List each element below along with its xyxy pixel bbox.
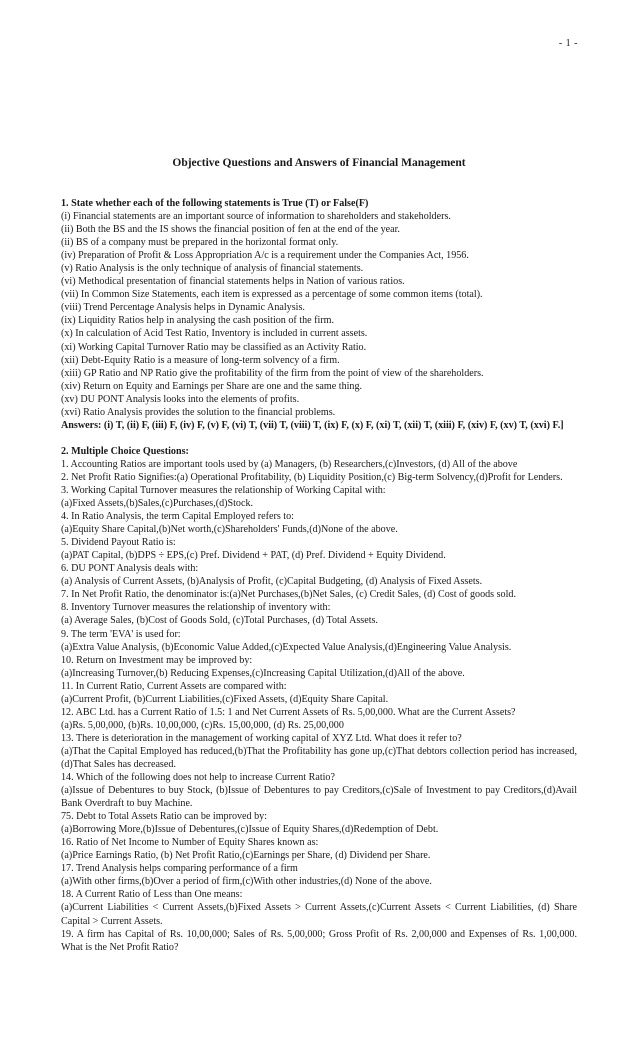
answer-options: (a)Current Profit, (b)Current Liabilities,(c)Fixed Assets, (d)Equity Share Capital. [61,693,389,705]
statement-item: (xi) Working Capital Turnover Ratio may be classified as an Activity Ratio. [61,341,367,353]
statement-item: (xv) DU PONT Analysis looks into the elements of profits. [61,393,300,405]
mcq-item [61,928,577,954]
question-text: 13. There is deterioration in the management of working capital of XYZ Ltd. What does it refer to? [61,732,462,744]
answer-options: (a)Equity Share Capital,(b)Net worth,(c)Shareholders' Funds,(d)None of the above. [61,524,398,536]
mcq-item [61,706,577,732]
answer-options: (a)Borrowing More,(b)Issue of Debentures,(c)Issue of Equity Shares,(d)Redemption of Debt. [61,824,439,836]
statement-item: (vi) Methodical presentation of financial statements helps in Nation of various ratios. [61,276,405,288]
statement-item: (ix) Liquidity Ratios help in analysing the cash position of the firm. [61,315,335,327]
mcq-item [61,601,577,627]
mcq-item [61,484,577,510]
question-text: 19. A firm has Capital of Rs. 10,00,000; Sales of Rs. 5,00,000; Gross Profit of Rs. 2,00,000 and Expenses of Rs. 1,00,000. What is the Net Profit Ratio? [61,928,577,953]
answer-options: (a) Analysis of Current Assets, (b)Analysis of Profit, (c)Capital Budgeting, (d) Analysis of Fixed Assets. [61,576,483,588]
section1-heading: 1. State whether each of the following statements is True (T) or False(F) [61,198,369,209]
mcq-item [61,810,577,836]
question-text: 8. Inventory Turnover measures the relationship of inventory with: [61,602,331,614]
section2-heading: 2. Multiple Choice Questions: [61,445,189,457]
statement-item: (xvi) Ratio Analysis provides the solution to the financial problems. [61,406,336,418]
section-gap [61,432,577,445]
mcq-item [61,536,577,562]
answer-options: (a)PAT Capital, (b)DPS ÷ EPS,(c) Pref. Dividend + PAT, (d) Pref. Dividend + Equity Dividend. [61,550,446,562]
mcq-item [61,588,577,601]
statement-item: (i) Financial statements are an important source of information to shareholders and stakeholders. [61,211,451,223]
question-text: 2. Net Profit Ratio Signifies:(a) Operational Profitability, (b) Liquidity Position,(c) Big-term Solvency,(d)Profit for Lenders. [61,471,563,483]
mcq-item [61,628,577,654]
question-text: 11. In Current Ratio, Current Assets are compared with: [61,680,287,692]
mcq-item [61,732,577,771]
mcq-item [61,471,577,484]
document-title: Objective Questions and Answers of Financial Management [172,157,466,169]
mcq-item [61,562,577,588]
answers-text: Answers: (i) T, (ii) F, (iii) F, (iv) F, (v) F, (vi) T, (vii) T, (viii) T, (ix) F, (x) F, (xi) T, (xii) T, (xiii) F, (xiv) F, (xv) T, (xvi) F.] [61,419,564,431]
question-text: 75. Debt to Total Assets Ratio can be improved by: [61,811,267,823]
question-text: 16. Ratio of Net Income to Number of Equity Shares known as: [61,837,319,849]
page-number: - 1 - [558,38,578,49]
answer-options: (a)Fixed Assets,(b)Sales,(c)Purchases,(d)Stock. [61,498,254,510]
question-text: 18. A Current Ratio of Less than One means: [61,889,243,901]
mcq-item [61,458,577,471]
question-text: 4. In Ratio Analysis, the term Capital Employed refers to: [61,511,294,523]
question-text: 10. Return on Investment may be improved by: [61,654,253,666]
answer-options: (a)Issue of Debentures to buy Stock, (b)Issue of Debentures to pay Creditors,(c)Sale of Investment to pay Creditors,(d)Avail Bank Overdraft to buy Machine. [61,785,577,810]
mcq-item [61,680,577,706]
statement-item: (viii) Trend Percentage Analysis helps in Dynamic Analysis. [61,302,305,314]
answer-options: (a)With other firms,(b)Over a period of firm,(c)With other industries,(d) None of the above. [61,876,432,888]
statement-item: (xiii) GP Ratio and NP Ratio give the profitability of the firm from the point of view of the shareholders. [61,367,484,379]
mcq-list [61,458,577,954]
answer-options: (a)Price Earnings Ratio, (b) Net Profit Ratio,(c)Earnings per Share, (d) Dividend per Share. [61,850,431,862]
question-text: 1. Accounting Ratios are important tools used by (a) Managers, (b) Researchers,(c)Investors, (d) All of the above [61,458,518,470]
document-body [61,197,577,954]
statement-item: (ii) BS of a company must be prepared in the horizontal format only. [61,237,339,249]
true-false-list [61,210,577,419]
question-text: 17. Trend Analysis helps comparing performance of a firm [61,863,298,875]
statement-item: (x) In calculation of Acid Test Ratio, Inventory is included in current assets. [61,328,368,340]
statement-item: (vii) In Common Size Statements, each item is expressed as a percentage of some common items (total). [61,289,483,301]
statement-item: (v) Ratio Analysis is the only technique of analysis of financial statements. [61,263,364,275]
statement-item: (iv) Preparation of Profit & Loss Appropriation A/c is a requirement under the Companies Act, 1956. [61,250,469,262]
question-text: 3. Working Capital Turnover measures the relationship of Working Capital with: [61,484,386,496]
mcq-item [61,510,577,536]
answer-options: (a)Current Liabilities < Current Assets,(b)Fixed Assets > Current Assets,(c)Current Assets < Current Liabilities, (d) Share Capital > Current Assets. [61,902,577,927]
statement-item: (xii) Debt-Equity Ratio is a measure of long-term solvency of a firm. [61,354,340,366]
mcq-item [61,862,577,888]
answer-options: (a)That the Capital Employed has reduced,(b)That the Profitability has gone up,(c)That debtors collection period has increased,(d)That Sales has decreased. [61,745,577,770]
question-text: 12. ABC Ltd. has a Current Ratio of 1.5: 1 and Net Current Assets of Rs. 5,00,000. What are the Current Assets? [61,706,516,718]
answer-options: (a)Rs. 5,00,000, (b)Rs. 10,00,000, (c)Rs. 15,00,000, (d) Rs. 25,00,000 [61,719,344,731]
mcq-item [61,888,577,927]
question-text: 7. In Net Profit Ratio, the denominator is:(a)Net Purchases,(b)Net Sales, (c) Credit Sales, (d) Cost of goods sold. [61,589,516,601]
answer-options: (a)Extra Value Analysis, (b)Economic Value Added,(c)Expected Value Analysis,(d)Engineering Value Analysis. [61,641,512,653]
answer-options: (a)Increasing Turnover,(b) Reducing Expenses,(c)Increasing Capital Utilization,(d)All of the above. [61,667,465,679]
question-text: 6. DU PONT Analysis deals with: [61,563,199,575]
mcq-item [61,771,577,810]
answer-options: (a) Average Sales, (b)Cost of Goods Sold, (c)Total Purchases, (d) Total Assets. [61,615,378,627]
statement-item: (xiv) Return on Equity and Earnings per Share are one and the same thing. [61,380,363,392]
statement-item: (ii) Both the BS and the IS shows the financial position of fen at the end of the year. [61,224,400,236]
question-text: 9. The term 'EVA' is used for: [61,628,181,640]
question-text: 5. Dividend Payout Ratio is: [61,537,176,549]
question-text: 14. Which of the following does not help to increase Current Ratio? [61,772,335,784]
mcq-item [61,654,577,680]
mcq-item [61,836,577,862]
